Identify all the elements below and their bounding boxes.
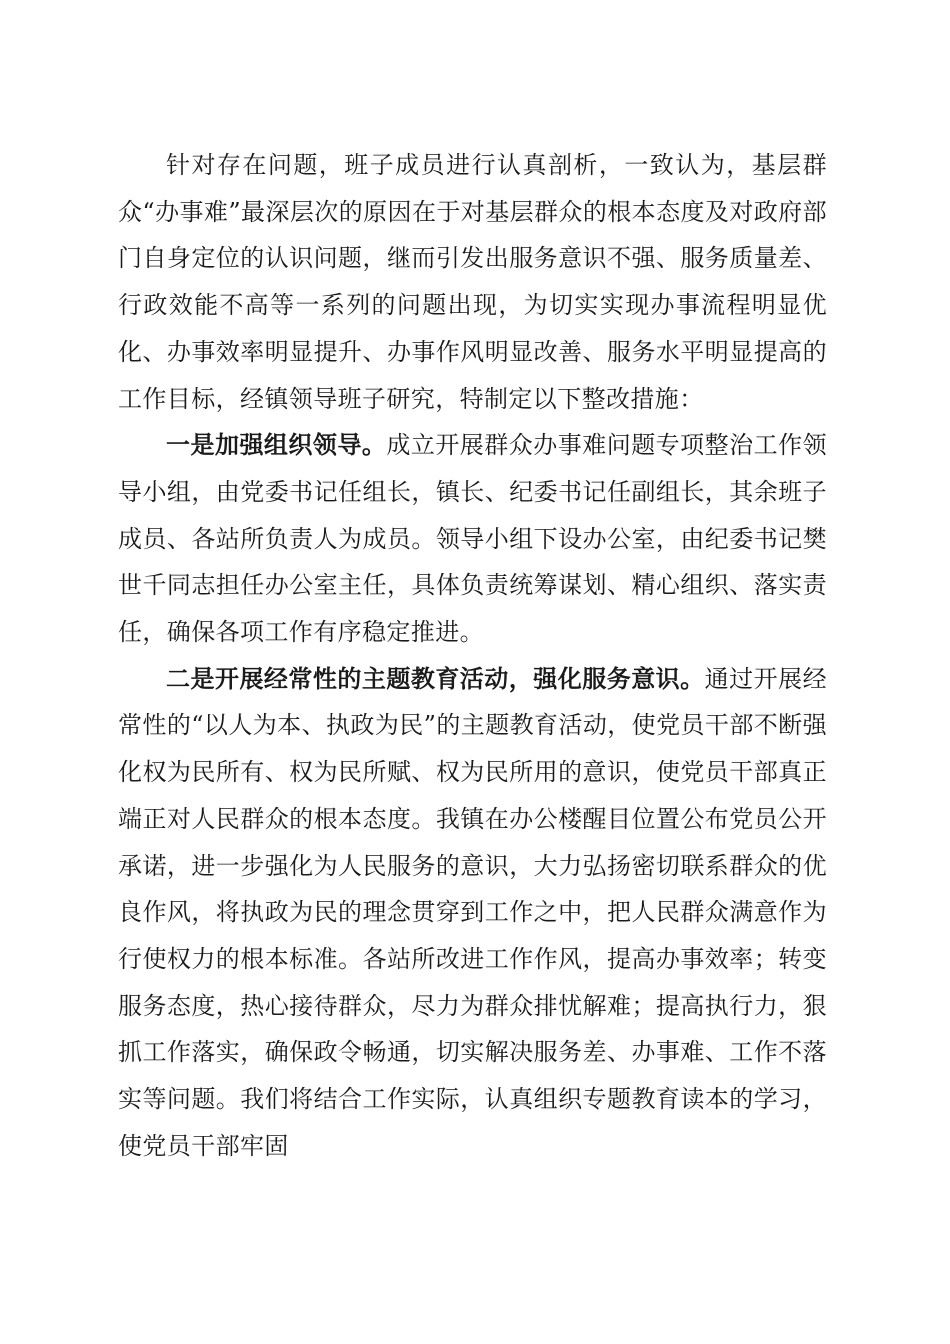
paragraph-intro [118, 142, 827, 422]
document-body [118, 142, 827, 1169]
paragraph-lead: 一是加强组织领导。 [166, 430, 387, 460]
paragraph-lead: 二是开展经常性的主题教育活动，强化服务意识。 [166, 663, 705, 693]
paragraph-text: 针对存在问题，班子成员进行认真剖析，一致认为，基层群众“办事难”最深层次的原因在于对基层群众的根本态度及对政府部门自身定位的认识问题，继而引发出服务意识不强、服务质量差、行政效能不高等一系列的问题出现，为切实实现办事流程明显优化、办事效率明显提升、办事作风明显改善、服务水平明显提高的工作目标，经镇领导班子研究，特制定以下整改措施： [118, 151, 827, 413]
paragraph-measure-2 [118, 656, 827, 1170]
paragraph-measure-1 [118, 422, 827, 656]
paragraph-text: 成立开展群众办事难问题专项整治工作领导小组，由党委书记任组长，镇长、纪委书记任副组长，其余班子成员、各站所负责人为成员。领导小组下设办公室，由纪委书记樊世千同志担任办公室主任，具体负责统筹谋划、精心组织、落实责任，确保各项工作有序稳定推进。 [118, 431, 827, 647]
paragraph-text: 通过开展经常性的“以人为本、执政为民”的主题教育活动，使党员干部不断强化权为民所有、权为民所赋、权为民所用的意识，使党员干部真正端正对人民群众的根本态度。我镇在办公楼醒目位置公布党员公开承诺，进一步强化为人民服务的意识，大力弘扬密切联系群众的优良作风，将执政为民的理念贯穿到工作之中，把人民群众满意作为行使权力的根本标准。各站所改进工作作风，提高办事效率；转变服务态度，热心接待群众，尽力为群众排忧解难；提高执行力，狠抓工作落实，确保政令畅通，切实解决服务差、办事难、工作不落实等问题。我们将结合工作实际，认真组织专题教育读本的学习，使党员干部牢固 [118, 664, 827, 1160]
